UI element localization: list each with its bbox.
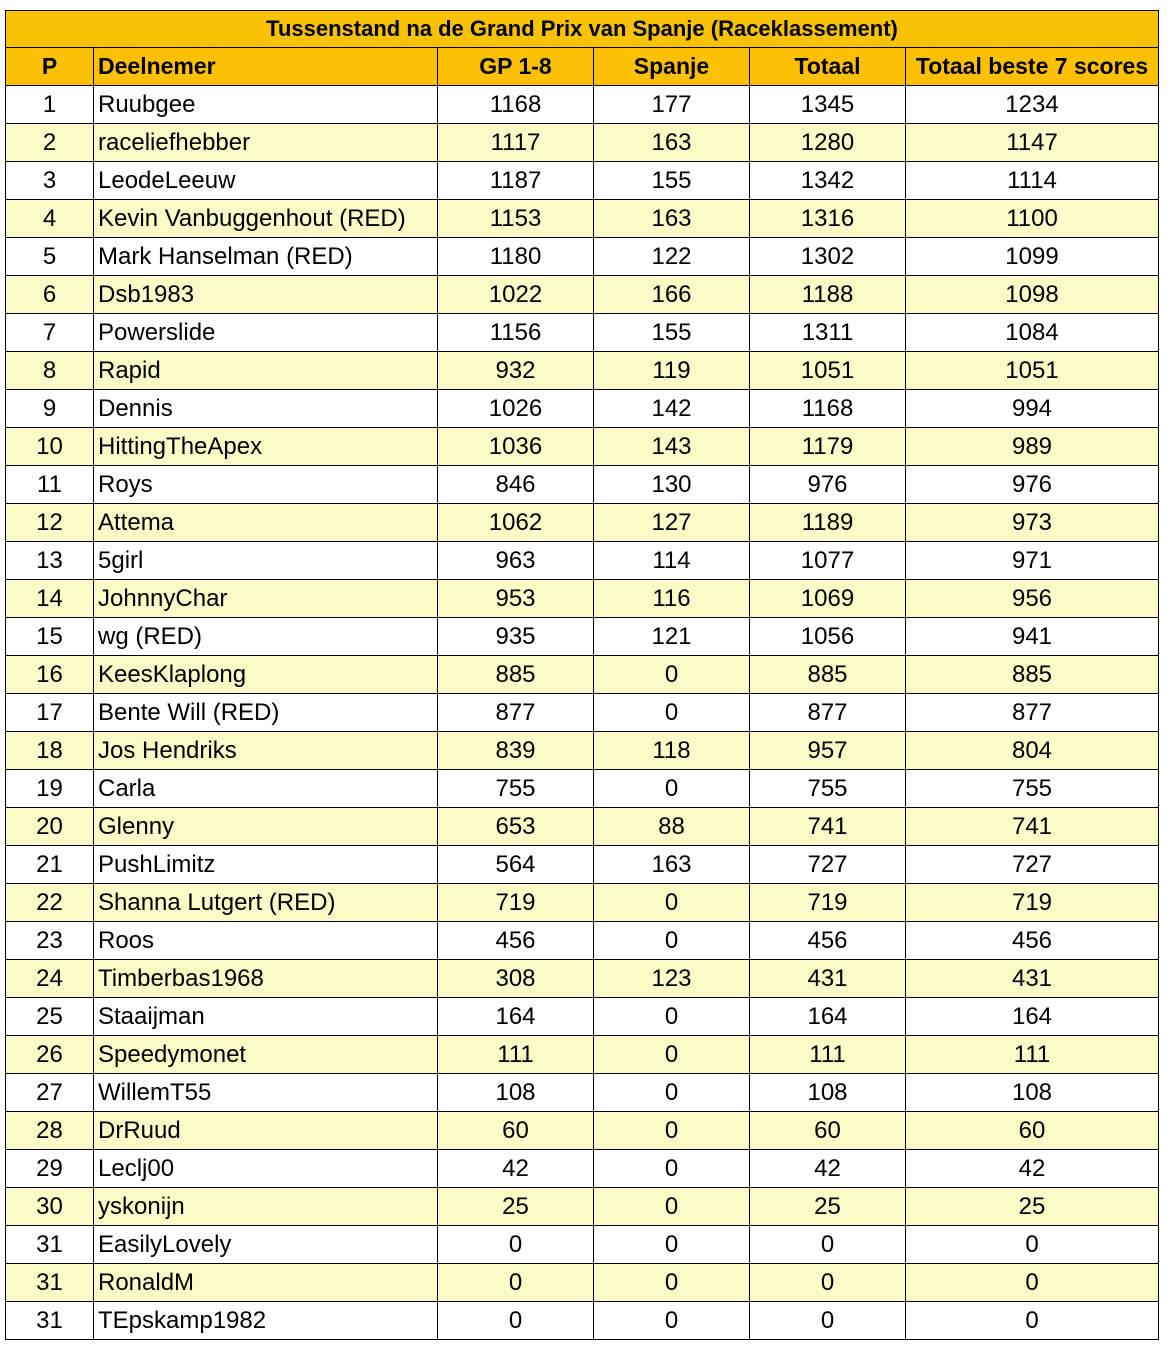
- gp-1-8-cell: 719: [438, 884, 594, 922]
- best-7-cell: 0: [906, 1264, 1159, 1302]
- gp-1-8-cell: 42: [438, 1150, 594, 1188]
- spanje-cell: 143: [594, 428, 750, 466]
- participant-cell: Carla: [94, 770, 438, 808]
- totaal-cell: 1345: [750, 86, 906, 124]
- participant-cell: Leclj00: [94, 1150, 438, 1188]
- gp-1-8-cell: 0: [438, 1264, 594, 1302]
- table-row: [6, 504, 1159, 542]
- totaal-cell: 1069: [750, 580, 906, 618]
- participant-cell: Glenny: [94, 808, 438, 846]
- table-row: [6, 428, 1159, 466]
- best-7-cell: 456: [906, 922, 1159, 960]
- position-cell: 16: [6, 656, 94, 694]
- header-row: [6, 48, 1159, 86]
- position-cell: 20: [6, 808, 94, 846]
- best-7-cell: 877: [906, 694, 1159, 732]
- totaal-cell: 1302: [750, 238, 906, 276]
- best-7-cell: 1098: [906, 276, 1159, 314]
- best-7-cell: 0: [906, 1302, 1159, 1340]
- best-7-cell: 1147: [906, 124, 1159, 162]
- table-row: [6, 1302, 1159, 1340]
- participant-cell: wg (RED): [94, 618, 438, 656]
- participant-cell: EasilyLovely: [94, 1226, 438, 1264]
- table-row: [6, 998, 1159, 1036]
- gp-1-8-cell: 1117: [438, 124, 594, 162]
- participant-cell: Ruubgee: [94, 86, 438, 124]
- table-row: [6, 1150, 1159, 1188]
- best-7-cell: 804: [906, 732, 1159, 770]
- participant-cell: PushLimitz: [94, 846, 438, 884]
- best-7-cell: 719: [906, 884, 1159, 922]
- position-cell: 19: [6, 770, 94, 808]
- position-cell: 6: [6, 276, 94, 314]
- position-cell: 24: [6, 960, 94, 998]
- best-7-cell: 164: [906, 998, 1159, 1036]
- totaal-cell: 0: [750, 1264, 906, 1302]
- spanje-cell: 116: [594, 580, 750, 618]
- position-cell: 11: [6, 466, 94, 504]
- table-row: [6, 884, 1159, 922]
- totaal-cell: 1342: [750, 162, 906, 200]
- gp-1-8-cell: 1187: [438, 162, 594, 200]
- spanje-cell: 114: [594, 542, 750, 580]
- table-row: [6, 580, 1159, 618]
- position-cell: 5: [6, 238, 94, 276]
- table-row: [6, 1112, 1159, 1150]
- best-7-cell: 1114: [906, 162, 1159, 200]
- gp-1-8-cell: 755: [438, 770, 594, 808]
- table-row: [6, 1226, 1159, 1264]
- participant-cell: Bente Will (RED): [94, 694, 438, 732]
- best-7-cell: 431: [906, 960, 1159, 998]
- position-cell: 31: [6, 1264, 94, 1302]
- spanje-cell: 0: [594, 1112, 750, 1150]
- participant-cell: KeesKlaplong: [94, 656, 438, 694]
- best-7-cell: 1099: [906, 238, 1159, 276]
- best-7-cell: 1234: [906, 86, 1159, 124]
- best-7-cell: 0: [906, 1226, 1159, 1264]
- spanje-cell: 0: [594, 1264, 750, 1302]
- position-cell: 10: [6, 428, 94, 466]
- totaal-cell: 877: [750, 694, 906, 732]
- position-cell: 2: [6, 124, 94, 162]
- gp-1-8-cell: 1156: [438, 314, 594, 352]
- table-row: [6, 694, 1159, 732]
- gp-1-8-cell: 932: [438, 352, 594, 390]
- table-row: [6, 846, 1159, 884]
- gp-1-8-cell: 0: [438, 1226, 594, 1264]
- totaal-cell: 1077: [750, 542, 906, 580]
- table-row: [6, 124, 1159, 162]
- position-cell: 28: [6, 1112, 94, 1150]
- gp-1-8-cell: 60: [438, 1112, 594, 1150]
- totaal-cell: 0: [750, 1302, 906, 1340]
- column-header-position: P: [6, 48, 94, 86]
- totaal-cell: 108: [750, 1074, 906, 1112]
- totaal-cell: 1280: [750, 124, 906, 162]
- spanje-cell: 166: [594, 276, 750, 314]
- participant-cell: Roos: [94, 922, 438, 960]
- best-7-cell: 1084: [906, 314, 1159, 352]
- participant-cell: Dennis: [94, 390, 438, 428]
- gp-1-8-cell: 1022: [438, 276, 594, 314]
- totaal-cell: 42: [750, 1150, 906, 1188]
- spanje-cell: 0: [594, 1188, 750, 1226]
- table-row: [6, 808, 1159, 846]
- gp-1-8-cell: 877: [438, 694, 594, 732]
- table-row: [6, 542, 1159, 580]
- best-7-cell: 956: [906, 580, 1159, 618]
- best-7-cell: 60: [906, 1112, 1159, 1150]
- best-7-cell: 727: [906, 846, 1159, 884]
- spanje-cell: 163: [594, 124, 750, 162]
- table-row: [6, 922, 1159, 960]
- totaal-cell: 1056: [750, 618, 906, 656]
- gp-1-8-cell: 846: [438, 466, 594, 504]
- participant-cell: JohnnyChar: [94, 580, 438, 618]
- participant-cell: HittingTheApex: [94, 428, 438, 466]
- spanje-cell: 155: [594, 162, 750, 200]
- gp-1-8-cell: 963: [438, 542, 594, 580]
- gp-1-8-cell: 1062: [438, 504, 594, 542]
- participant-cell: Rapid: [94, 352, 438, 390]
- spanje-cell: 122: [594, 238, 750, 276]
- spanje-cell: 0: [594, 1150, 750, 1188]
- table-row: [6, 960, 1159, 998]
- best-7-cell: 1051: [906, 352, 1159, 390]
- spanje-cell: 163: [594, 200, 750, 238]
- totaal-cell: 1179: [750, 428, 906, 466]
- table-row: [6, 276, 1159, 314]
- position-cell: 29: [6, 1150, 94, 1188]
- totaal-cell: 719: [750, 884, 906, 922]
- totaal-cell: 25: [750, 1188, 906, 1226]
- spanje-cell: 0: [594, 1074, 750, 1112]
- gp-1-8-cell: 1168: [438, 86, 594, 124]
- position-cell: 21: [6, 846, 94, 884]
- spanje-cell: 0: [594, 922, 750, 960]
- best-7-cell: 741: [906, 808, 1159, 846]
- totaal-cell: 741: [750, 808, 906, 846]
- position-cell: 30: [6, 1188, 94, 1226]
- table-row: [6, 1036, 1159, 1074]
- totaal-cell: 456: [750, 922, 906, 960]
- gp-1-8-cell: 164: [438, 998, 594, 1036]
- spanje-cell: 0: [594, 1036, 750, 1074]
- table-row: [6, 390, 1159, 428]
- totaal-cell: 727: [750, 846, 906, 884]
- standings-body: [6, 86, 1159, 1340]
- spanje-cell: 127: [594, 504, 750, 542]
- position-cell: 22: [6, 884, 94, 922]
- position-cell: 31: [6, 1226, 94, 1264]
- position-cell: 31: [6, 1302, 94, 1340]
- table-row: [6, 466, 1159, 504]
- position-cell: 9: [6, 390, 94, 428]
- gp-1-8-cell: 564: [438, 846, 594, 884]
- best-7-cell: 976: [906, 466, 1159, 504]
- position-cell: 15: [6, 618, 94, 656]
- totaal-cell: 976: [750, 466, 906, 504]
- table-title: Tussenstand na de Grand Prix van Spanje (Raceklassement): [6, 11, 1159, 48]
- totaal-cell: 1311: [750, 314, 906, 352]
- spanje-cell: 0: [594, 1226, 750, 1264]
- best-7-cell: 111: [906, 1036, 1159, 1074]
- table-row: [6, 86, 1159, 124]
- spanje-cell: 118: [594, 732, 750, 770]
- table-row: [6, 770, 1159, 808]
- spanje-cell: 0: [594, 998, 750, 1036]
- participant-cell: Roys: [94, 466, 438, 504]
- gp-1-8-cell: 108: [438, 1074, 594, 1112]
- position-cell: 4: [6, 200, 94, 238]
- position-cell: 17: [6, 694, 94, 732]
- participant-cell: RonaldM: [94, 1264, 438, 1302]
- title-row: [6, 11, 1159, 48]
- position-cell: 18: [6, 732, 94, 770]
- participant-cell: Speedymonet: [94, 1036, 438, 1074]
- best-7-cell: 25: [906, 1188, 1159, 1226]
- position-cell: 8: [6, 352, 94, 390]
- totaal-cell: 755: [750, 770, 906, 808]
- position-cell: 26: [6, 1036, 94, 1074]
- spanje-cell: 155: [594, 314, 750, 352]
- table-row: [6, 656, 1159, 694]
- spanje-cell: 142: [594, 390, 750, 428]
- gp-1-8-cell: 885: [438, 656, 594, 694]
- gp-1-8-cell: 111: [438, 1036, 594, 1074]
- totaal-cell: 957: [750, 732, 906, 770]
- participant-cell: WillemT55: [94, 1074, 438, 1112]
- participant-cell: yskonijn: [94, 1188, 438, 1226]
- table-row: [6, 314, 1159, 352]
- gp-1-8-cell: 25: [438, 1188, 594, 1226]
- position-cell: 1: [6, 86, 94, 124]
- totaal-cell: 1168: [750, 390, 906, 428]
- totaal-cell: 111: [750, 1036, 906, 1074]
- standings-table: [5, 10, 1159, 1340]
- best-7-cell: 885: [906, 656, 1159, 694]
- participant-cell: Jos Hendriks: [94, 732, 438, 770]
- spanje-cell: 0: [594, 1302, 750, 1340]
- gp-1-8-cell: 1036: [438, 428, 594, 466]
- spanje-cell: 119: [594, 352, 750, 390]
- gp-1-8-cell: 308: [438, 960, 594, 998]
- gp-1-8-cell: 1180: [438, 238, 594, 276]
- gp-1-8-cell: 653: [438, 808, 594, 846]
- gp-1-8-cell: 953: [438, 580, 594, 618]
- participant-cell: raceliefhebber: [94, 124, 438, 162]
- position-cell: 23: [6, 922, 94, 960]
- position-cell: 27: [6, 1074, 94, 1112]
- position-cell: 7: [6, 314, 94, 352]
- best-7-cell: 989: [906, 428, 1159, 466]
- participant-cell: 5girl: [94, 542, 438, 580]
- participant-cell: Dsb1983: [94, 276, 438, 314]
- table-row: [6, 1074, 1159, 1112]
- table-row: [6, 618, 1159, 656]
- best-7-cell: 108: [906, 1074, 1159, 1112]
- table-row: [6, 732, 1159, 770]
- totaal-cell: 164: [750, 998, 906, 1036]
- best-7-cell: 994: [906, 390, 1159, 428]
- table-row: [6, 1264, 1159, 1302]
- participant-cell: Kevin Vanbuggenhout (RED): [94, 200, 438, 238]
- best-7-cell: 1100: [906, 200, 1159, 238]
- participant-cell: Shanna Lutgert (RED): [94, 884, 438, 922]
- gp-1-8-cell: 456: [438, 922, 594, 960]
- participant-cell: Staaijman: [94, 998, 438, 1036]
- participant-cell: TEpskamp1982: [94, 1302, 438, 1340]
- participant-cell: Attema: [94, 504, 438, 542]
- table-row: [6, 200, 1159, 238]
- gp-1-8-cell: 1153: [438, 200, 594, 238]
- spanje-cell: 123: [594, 960, 750, 998]
- standings-sheet: [5, 10, 1158, 1340]
- totaal-cell: 1316: [750, 200, 906, 238]
- spanje-cell: 0: [594, 694, 750, 732]
- gp-1-8-cell: 839: [438, 732, 594, 770]
- position-cell: 13: [6, 542, 94, 580]
- participant-cell: Powerslide: [94, 314, 438, 352]
- table-row: [6, 1188, 1159, 1226]
- gp-1-8-cell: 1026: [438, 390, 594, 428]
- spanje-cell: 121: [594, 618, 750, 656]
- spanje-cell: 130: [594, 466, 750, 504]
- table-row: [6, 352, 1159, 390]
- spanje-cell: 177: [594, 86, 750, 124]
- best-7-cell: 755: [906, 770, 1159, 808]
- totaal-cell: 885: [750, 656, 906, 694]
- totaal-cell: 60: [750, 1112, 906, 1150]
- column-header-participant: Deelnemer: [94, 48, 438, 86]
- best-7-cell: 941: [906, 618, 1159, 656]
- position-cell: 3: [6, 162, 94, 200]
- best-7-cell: 971: [906, 542, 1159, 580]
- table-row: [6, 162, 1159, 200]
- participant-cell: Mark Hanselman (RED): [94, 238, 438, 276]
- spanje-cell: 0: [594, 884, 750, 922]
- participant-cell: LeodeLeeuw: [94, 162, 438, 200]
- gp-1-8-cell: 0: [438, 1302, 594, 1340]
- position-cell: 25: [6, 998, 94, 1036]
- position-cell: 14: [6, 580, 94, 618]
- position-cell: 12: [6, 504, 94, 542]
- totaal-cell: 1189: [750, 504, 906, 542]
- table-row: [6, 238, 1159, 276]
- column-header-totaal: Totaal: [750, 48, 906, 86]
- column-header-spanje: Spanje: [594, 48, 750, 86]
- column-header-gp-1-8: GP 1-8: [438, 48, 594, 86]
- spanje-cell: 0: [594, 656, 750, 694]
- spanje-cell: 0: [594, 770, 750, 808]
- column-header-best-7: Totaal beste 7 scores: [906, 48, 1159, 86]
- gp-1-8-cell: 935: [438, 618, 594, 656]
- best-7-cell: 42: [906, 1150, 1159, 1188]
- participant-cell: Timberbas1968: [94, 960, 438, 998]
- totaal-cell: 431: [750, 960, 906, 998]
- participant-cell: DrRuud: [94, 1112, 438, 1150]
- totaal-cell: 1188: [750, 276, 906, 314]
- spanje-cell: 163: [594, 846, 750, 884]
- totaal-cell: 1051: [750, 352, 906, 390]
- totaal-cell: 0: [750, 1226, 906, 1264]
- best-7-cell: 973: [906, 504, 1159, 542]
- spanje-cell: 88: [594, 808, 750, 846]
